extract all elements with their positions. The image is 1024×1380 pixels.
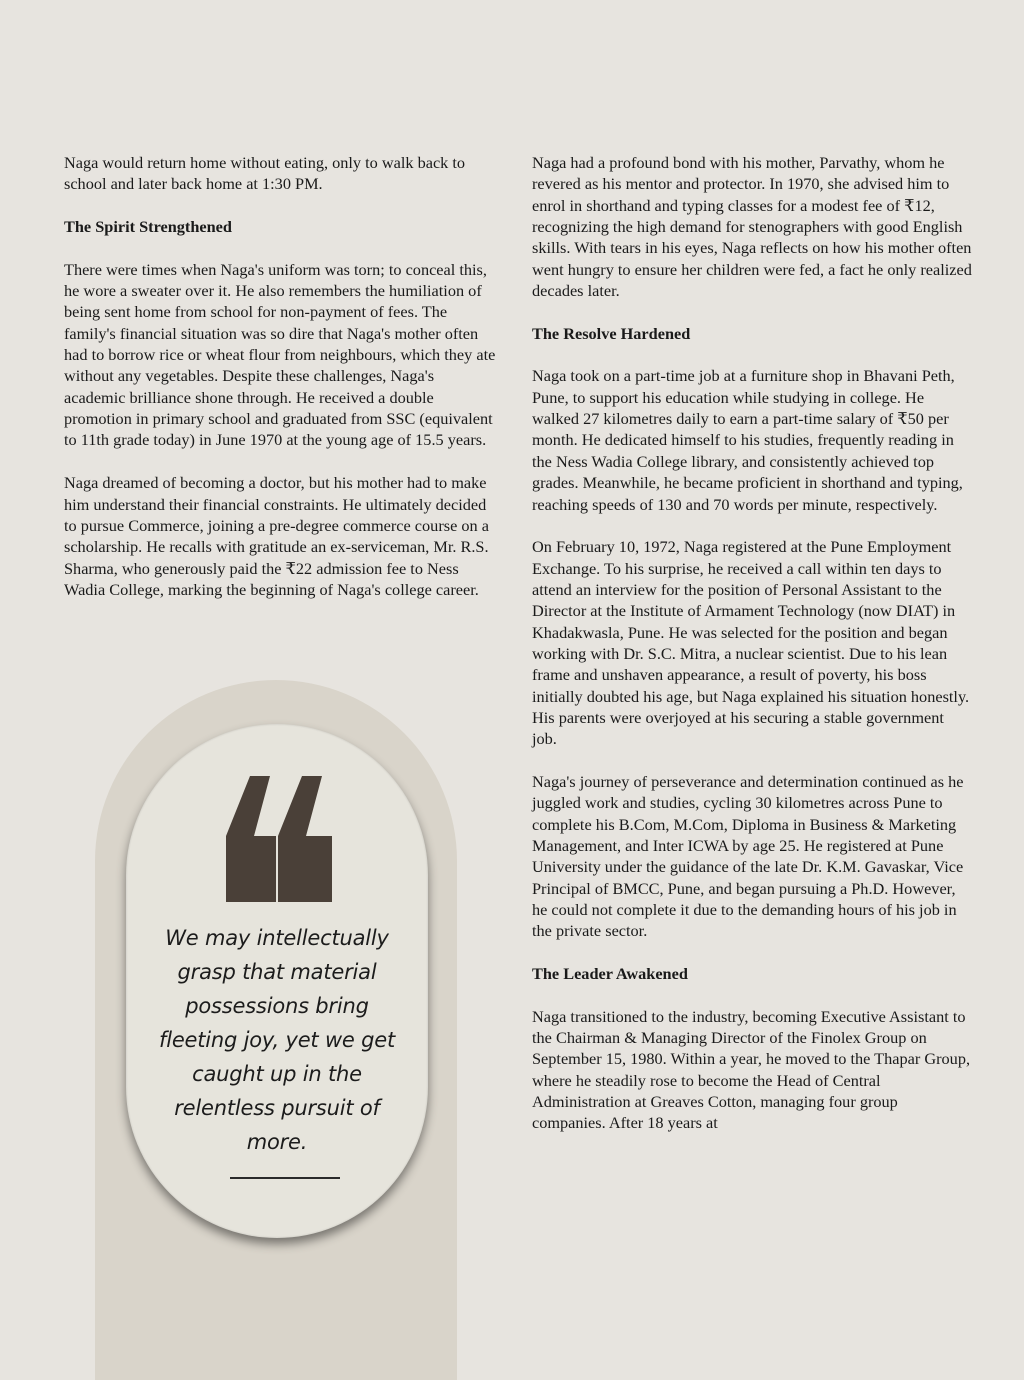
section-heading-resolve-hardened: The Resolve Hardened [532, 323, 691, 343]
paragraph: Naga took on a part-time job at a furniture shop in Bhavani Peth, Pune, to support his education while studying in college. He walked 27 kilometres daily to earn a part-time salary of ₹50 per month. He dedicated himself to his studies, frequently reading in the Ness Wadia College library, and consistently achieved top grades. Meanwhile, he became proficient in shorthand and typing, reaching speeds of 130 and 70 words per minute, respectively. [532, 366, 963, 514]
left-column [64, 152, 496, 622]
paragraph: Naga had a profound bond with his mother, Parvathy, whom he revered as his mentor and protector. In 1970, she advised him to enrol in shorthand and typing classes for a modest fee of ₹12, recognizing the high demand for stenographers with good English skills. With tears in his eyes, Naga reflects on how his mother often went hungry to ensure her children were fed, a fact he only realized decades later. [532, 153, 972, 301]
paragraph: Naga dreamed of becoming a doctor, but his mother had to make him understand their financial constraints. He ultimately decided to pursue Commerce, joining a pre-degree commerce course on a scholarship. He recalls with gratitude an ex-serviceman, Mr. R.S. Sharma, who generously paid the ₹22 admission fee to Ness Wadia College, marking the beginning of Naga's college career. [64, 473, 489, 599]
section-heading-leader-awakened: The Leader Awakened [532, 964, 688, 984]
section-heading-spirit-strengthened: The Spirit Strengthened [64, 217, 232, 237]
pull-quote-text: We may intellectually grasp that material possessions bring fleeting joy, yet we get caught up in the relentless pursuit of more. [159, 926, 395, 1154]
double-quote-icon [216, 774, 336, 902]
quote-underline-rule [230, 1177, 340, 1179]
right-column [532, 152, 972, 1155]
paragraph: There were times when Naga's uniform was torn; to conceal this, he wore a sweater over it. He also remembers the humiliation of being sent home from school for non-payment of fees. The family's financial situation was so dire that Naga's mother often had to borrow rice or wheat flour from neighbours, which they ate without any vegetables. Despite these challenges, Naga's academic brilliance shone through. He received a double promotion in primary school and graduated from SSC (equivalent to 11th grade today) in June 1970 at the young age of 15.5 years. [64, 259, 496, 450]
paragraph: Naga transitioned to the industry, becoming Executive Assistant to the Chairman & Managing Director of the Finolex Group on September 15, 1980. Within a year, he moved to the Thapar Group, where he steadily rose to become the Head of Central Administration at Greaves Cotton, managing four group companies. After 18 years at [532, 1006, 971, 1133]
paragraph: Naga's journey of perseverance and determination continued as he juggled work and studies, cycling 30 kilometres across Pune to complete his B.Com, M.Com, Diploma in Business & Marketing Management, and Inter ICWA by age 25. He registered at Pune University under the guidance of the late Dr. K.M. Gavaskar, Vice Principal of BMCC, Pune, and began pursuing a Ph.D. However, he could not complete it due to the demanding hours of his job in the private sector. [532, 771, 964, 941]
paragraph: Naga would return home without eating, only to walk back to school and later back home at 1:30 PM. [64, 153, 466, 194]
paragraph: On February 10, 1972, Naga registered at the Pune Employment Exchange. To his surprise, he received a call within ten days to attend an interview for the position of Personal Assistant to the Director at the Institute of Armament Technology (now DIAT) in Khadakwasla, Pune. He was selected for the position and began working with Dr. S.C. Mitra, a nuclear scientist. Due to his lean frame and unshaven appearance, a result of poverty, his boss initially doubted his age, but Naga explained his situation honestly. His parents were overjoyed at his securing a stable government job. [532, 537, 970, 749]
